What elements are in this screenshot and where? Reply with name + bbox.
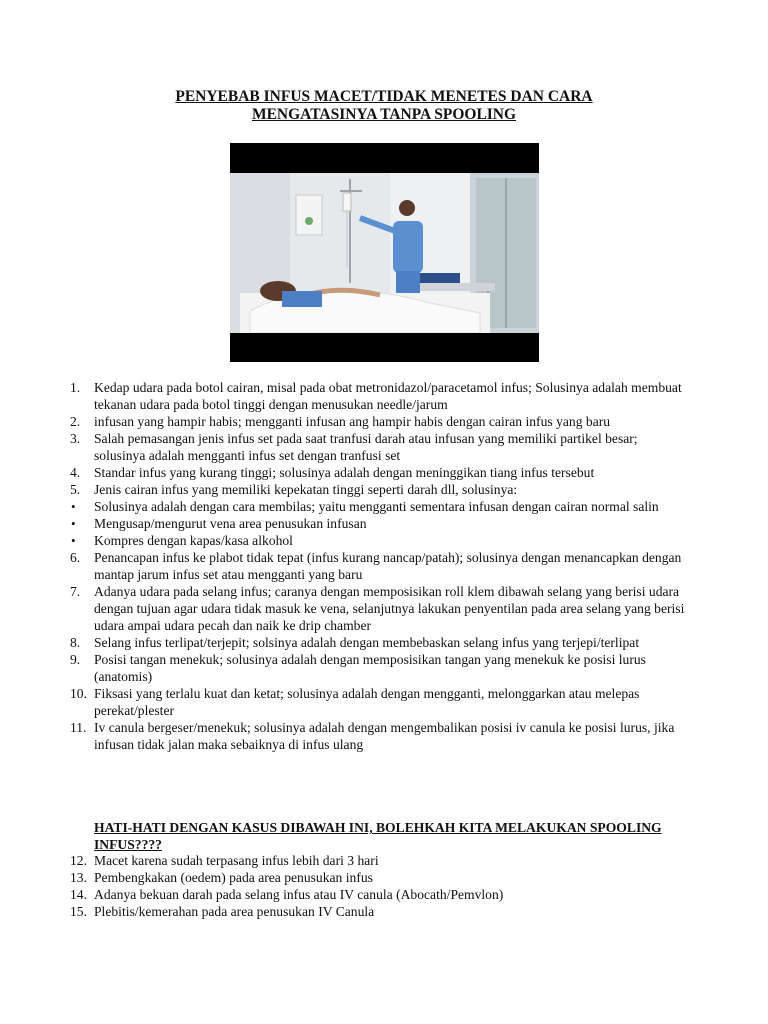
item-text: Salah pemasangan jenis infus set pada saat tranfusi darah atau infusan yang memiliki partikel besar; solusinya adalah mengganti infus set dengan tranfusi set xyxy=(94,431,638,463)
bullet-item xyxy=(70,532,690,549)
item-number: 9. xyxy=(70,652,81,667)
list-item xyxy=(70,413,690,430)
item-text: Pembengkakan (oedem) pada area penusukan infus xyxy=(94,870,373,885)
item-number: 12. xyxy=(70,853,87,868)
item-text: Solusinya adalah dengan cara membilas; yaitu mengganti sementara infusan dengan cairan normal salin xyxy=(94,499,659,514)
list-item xyxy=(70,583,690,634)
item-number: 15. xyxy=(70,904,87,919)
list-item xyxy=(70,379,690,413)
list-item xyxy=(70,651,690,685)
list-item xyxy=(70,869,690,886)
item-text: Kompres dengan kapas/kasa alkohol xyxy=(94,533,293,548)
list-item xyxy=(70,549,690,583)
list-item xyxy=(70,634,690,651)
item-text: Kedap udara pada botol cairan, misal pada obat metronidazol/paracetamol infus; Solusinya adalah membuat tekanan udara pada botol tinggi dengan menusukan needle/jarum xyxy=(94,380,682,412)
item-text: Posisi tangan menekuk; solusinya adalah dengan memposisikan tangan yang menekuk ke posisi lurus (anatomis) xyxy=(94,652,646,684)
item-number: 13. xyxy=(70,870,87,885)
bullet-marker: • xyxy=(71,516,76,531)
list-item xyxy=(70,852,690,869)
item-number: 14. xyxy=(70,887,87,902)
list-item xyxy=(70,481,690,498)
title-line-1: PENYEBAB INFUS MACET/TIDAK MENETES DAN CARA xyxy=(175,88,593,105)
list-item xyxy=(70,464,690,481)
item-text: Selang infus terlipat/terjepit; solsinya adalah dengan membebaskan selang infus yang terjepi/terlipat xyxy=(94,635,640,650)
title-line-2: MENGATASINYA TANPA SPOOLING xyxy=(251,106,517,123)
list-item xyxy=(70,903,690,920)
item-number: 3. xyxy=(70,431,81,446)
item-number: 1. xyxy=(70,380,81,395)
item-text: Plebitis/kemerahan pada area penusukan IV Canula xyxy=(94,904,375,919)
item-text: Fiksasi yang terlalu kuat dan ketat; solusinya adalah dengan mengganti, melonggarkan atau melepas perekat/plester xyxy=(94,686,640,718)
list-item xyxy=(70,886,690,903)
item-number: 5. xyxy=(70,482,81,497)
item-text: Adanya udara pada selang infus; caranya dengan memposisikan roll klem dibawah selang yang berisi udara dengan tujuan agar udara tidak masuk ke vena, selanjutnya lakukan penyentilan pada area selang yang berisi udara ampai udara pecah dan naik ke drip chamber xyxy=(94,584,685,633)
item-text: Macet karena sudah terpasang infus lebih dari 3 hari xyxy=(94,853,379,868)
item-number: 10. xyxy=(70,686,87,701)
page-title xyxy=(0,88,768,124)
item-number: 6. xyxy=(70,550,81,565)
hospital-room-illustration xyxy=(230,173,539,333)
bullet-item xyxy=(70,515,690,532)
item-text: Adanya bekuan darah pada selang infus atau IV canula (Abocath/Pemvlon) xyxy=(94,887,504,902)
bullet-marker: • xyxy=(71,499,76,514)
item-text: Penancapan infus ke plabot tidak tepat (infus kurang nancap/patah); solusinya dengan menancapkan dengan mantap jarum infus set atau mengganti yang baru xyxy=(94,550,682,582)
item-text: Iv canula bergeser/menekuk; solusinya adalah dengan mengembalikan posisi iv canula ke posisi lurus, jika infusan tidak jalan maka sebaiknya di infus ulang xyxy=(94,720,675,752)
warning-heading: HATI-HATI DENGAN KASUS DIBAWAH INI, BOLEHKAH KITA MELAKUKAN SPOOLING INFUS???? xyxy=(94,820,662,852)
nurse-patient-photo xyxy=(230,143,539,362)
item-text: Standar infus yang kurang tinggi; solusinya adalah dengan meninggikan tiang infus tersebut xyxy=(94,465,595,480)
causes-list xyxy=(70,379,690,753)
bullet-item xyxy=(70,498,690,515)
item-number: 7. xyxy=(70,584,81,599)
item-text: Jenis cairan infus yang memiliki kepekatan tinggi seperti darah dll, solusinya: xyxy=(94,482,518,497)
list-item xyxy=(70,685,690,719)
item-number: 11. xyxy=(70,720,87,735)
list-item xyxy=(70,719,690,753)
item-text: infusan yang hampir habis; mengganti infusan ang hampir habis dengan cairan infus yang baru xyxy=(94,414,611,429)
item-text: Mengusap/mengurut vena area penusukan infusan xyxy=(94,516,367,531)
bullet-marker: • xyxy=(71,533,76,548)
item-number: 4. xyxy=(70,465,81,480)
item-number: 8. xyxy=(70,635,81,650)
item-number: 2. xyxy=(70,414,81,429)
list-item xyxy=(70,430,690,464)
warning-list xyxy=(70,852,690,920)
